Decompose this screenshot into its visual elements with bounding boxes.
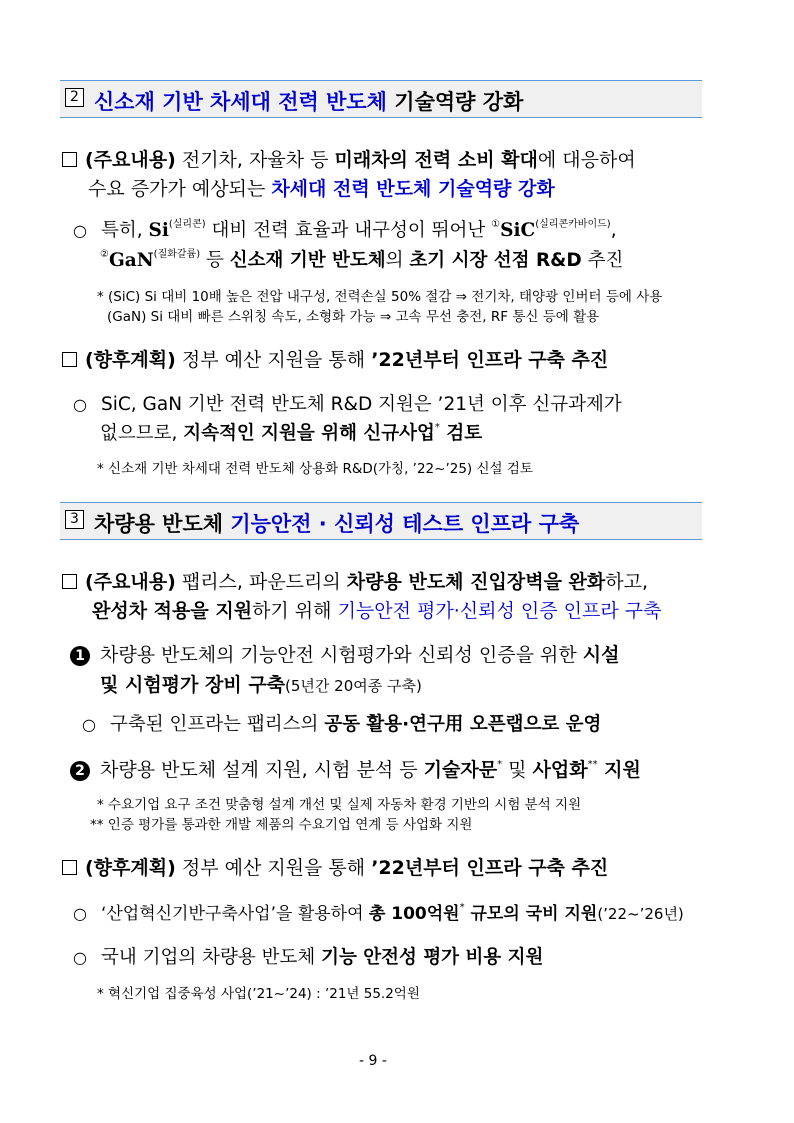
checkbox-square-icon <box>62 860 77 875</box>
section-3-plan: (향후계획) 정부 예산 지원을 통해 ’22년부터 인프라 구축 추진 <box>62 853 608 880</box>
section-2-plan: (향후계획) 정부 예산 지원을 통해 ’22년부터 인프라 구축 추진 <box>62 345 608 372</box>
section-3-number: 3 <box>65 510 84 529</box>
section-2-note-1: * (SiC) Si 대비 10배 높은 전압 내구성, 전력손실 50% 절감 ⇒ 전기차, 태양광 인버터 등에 사용 <box>97 289 663 305</box>
section-2-note-3: * 신소재 기반 차세대 전력 반도체 상용화 R&D(가칭, ’22~’25) 신설 검토 <box>97 461 533 477</box>
section-2-title: 신소재 기반 차세대 전력 반도체 기술역량 강화 <box>94 90 524 114</box>
section-3-sub1: ○ ‘산업혁신기반구축사업’을 활용하여 총 100억원* 규모의 국비 지원(’22~’26년) <box>73 902 684 924</box>
section-2-header <box>60 80 702 118</box>
section-3-title: 차량용 반도체 기능안전 · 신뢰성 테스트 인프라 구축 <box>94 512 580 536</box>
item-number-1-icon: 1 <box>70 646 90 666</box>
page-number: - 9 - <box>359 1053 387 1069</box>
section-2-note-2: (GaN) Si 대비 빠른 스위칭 속도, 소형화 가능 ⇒ 고속 무선 충전, RF 통신 등에 활용 <box>107 309 600 325</box>
section-3-item1-line2: 및 시험평가 장비 구축(5년간 20여종 구축) <box>100 674 422 696</box>
section-2-number: 2 <box>65 88 84 107</box>
section-2-sub2-line2: 없으므로, 지속적인 지원을 위해 신규사업* 검토 <box>100 422 483 444</box>
section-3-main-line1: (주요내용) 팹리스, 파운드리의 차량용 반도체 진입장벽을 완화하고, <box>62 567 648 594</box>
section-2-sub1-line2: ②GaN$^{(질화갈륨)}$ 등 신소재 기반 반도체의 초기 시장 선점 R&D 추진 <box>100 249 624 271</box>
section-3-note-2: ** 인증 평가를 통과한 개발 제품의 수요기업 연계 등 사업화 지원 <box>90 817 473 833</box>
checkbox-square-icon <box>62 352 77 367</box>
section-3-note-1: * 수요기업 요구 조건 맞춤형 설계 개선 및 실제 자동차 환경 기반의 시험 분석 지원 <box>97 797 582 813</box>
section-2-main-line2: 수요 증가가 예상되는 차세대 전력 반도체 기술역량 강화 <box>88 178 555 200</box>
section-2-sub1-line1: ○ 특히, $Si^{(실리콘)}$ 대비 전력 효율과 내구성이 뛰어난 ①SiC$^{(실리콘카바이드)}$, <box>73 219 617 241</box>
checkbox-square-icon <box>62 574 77 589</box>
item-number-2-icon: 2 <box>70 761 90 781</box>
section-2-main-line1: (주요내용) 전기차, 자율차 등 미래차의 전력 소비 확대에 대응하여 <box>62 145 702 172</box>
section-3-item1-sub: ○ 구축된 인프라는 팹리스의 공동 활용·연구用 오픈랩으로 운영 <box>82 714 602 735</box>
section-3-note-3: * 혁신기업 집중육성 사업(’21~’24) : ’21년 55.2억원 <box>97 986 420 1002</box>
section-3-sub2: ○ 국내 기업의 차량용 반도체 기능 안전성 평가 비용 지원 <box>73 947 544 968</box>
section-2-sub2-line1: ○ SiC, GaN 기반 전력 반도체 R&D 지원은 ’21년 이후 신규과제가 <box>73 394 622 415</box>
checkbox-square-icon <box>62 152 77 167</box>
section-3-item1-line1: 1 차량용 반도체의 기능안전 시험평가와 신뢰성 인증을 위한 시설 <box>70 640 620 667</box>
section-3-main-line2: 완성차 적용을 지원하기 위해 기능안전 평가·신뢰성 인증 인프라 구축 <box>92 600 662 622</box>
section-3-header <box>60 502 702 540</box>
section-3-item2: 2 차량용 반도체 설계 지원, 시험 분석 등 기술자문* 및 사업화** 지원 <box>70 755 641 782</box>
